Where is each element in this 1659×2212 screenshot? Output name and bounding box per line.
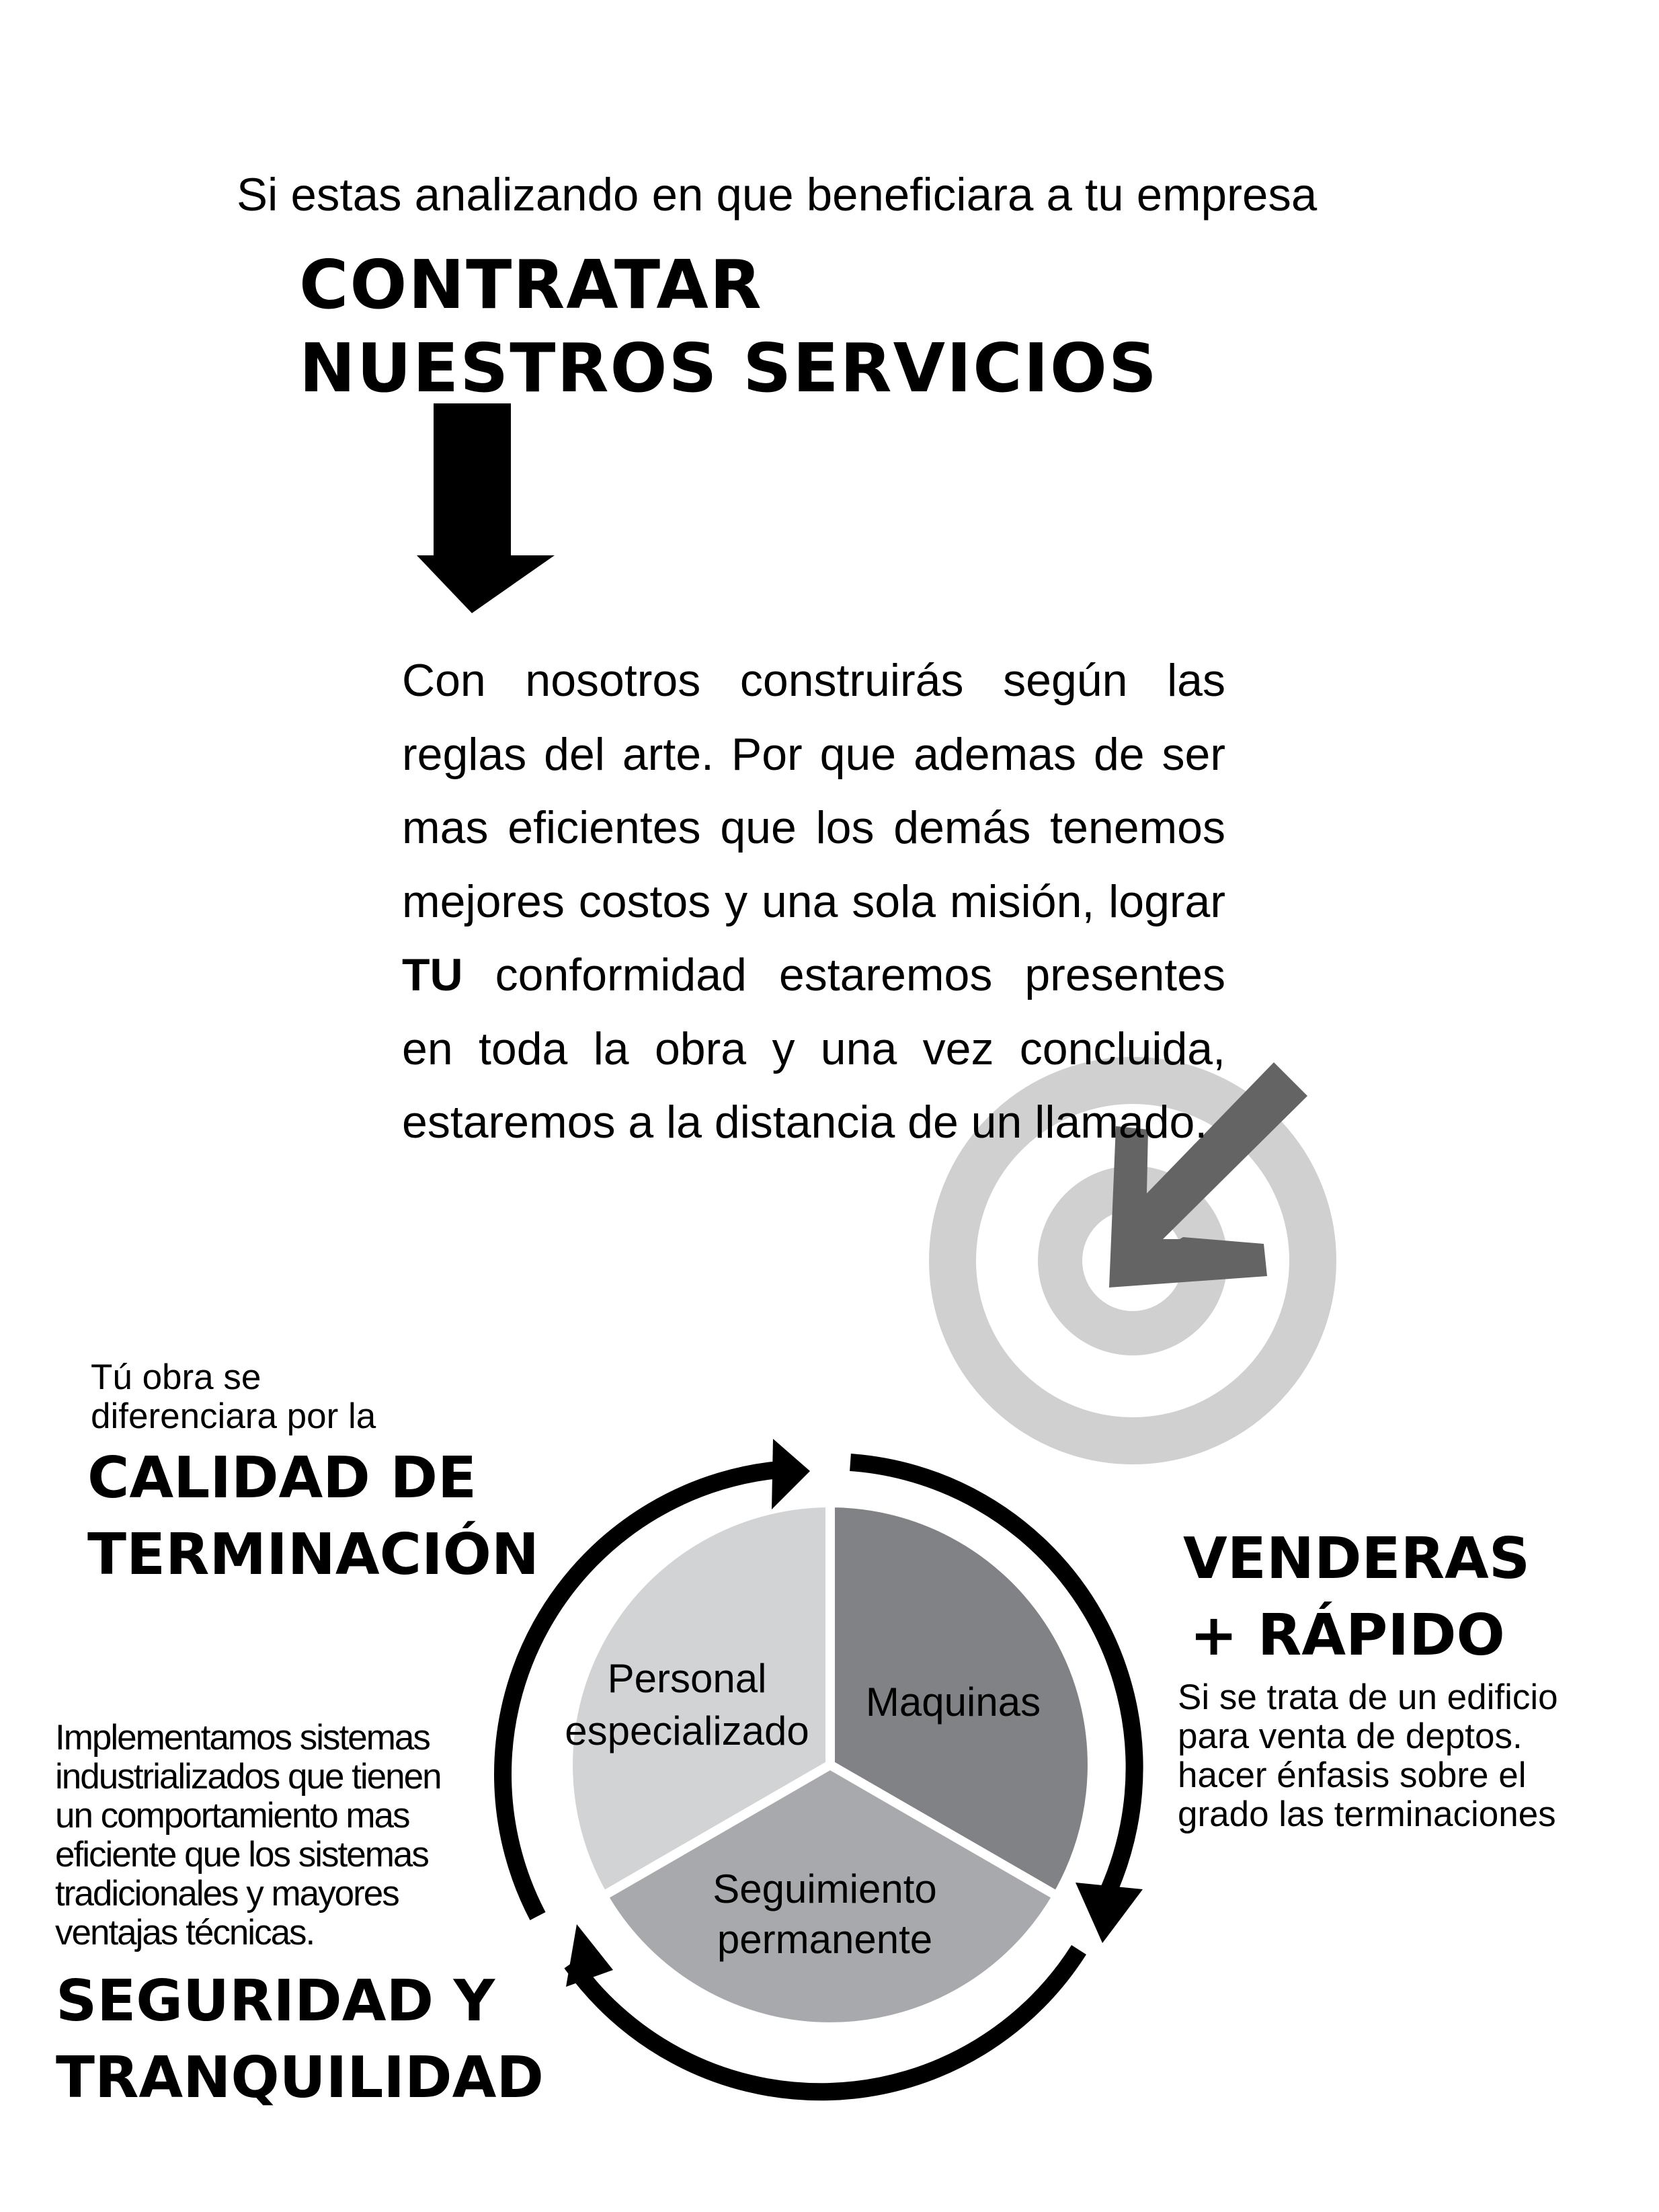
headline-line-2: NUESTROS SERVICIOS (299, 329, 1158, 407)
calidad-intro-line-2: diferenciara por la (91, 1396, 376, 1436)
venderas-desc-line: hacer énfasis sobre el (1178, 1755, 1527, 1795)
arrowhead-left-icon (566, 1924, 613, 1987)
venderas-title-line-2: + RÁPIDO (1190, 1602, 1505, 1669)
body-emphasis: TU (402, 949, 463, 1000)
seguridad-desc-line: tradicionales y mayores (55, 1874, 399, 1913)
seguridad-desc-line: un comportamiento mas (55, 1796, 409, 1835)
headline-line-1: CONTRATAR (299, 245, 763, 324)
intro-text: Si estas analizando en que beneficiara a tu empresa (237, 169, 1318, 221)
venderas-desc-line: Si se trata de un edificio (1178, 1677, 1558, 1717)
body-part-2: conformidad estaremos presentes en toda la obra y una vez concluida, estaremos a la distancia de un llamado. (402, 949, 1225, 1148)
segment-label-personal-1: Personal (607, 1656, 767, 1701)
seguridad-title-line-1: SEGURIDAD Y (56, 1968, 495, 2035)
venderas-title-line-1: VENDERAS (1183, 1526, 1531, 1592)
seguridad-title-line-2: TRANQUILIDAD (56, 2045, 544, 2111)
arrowhead-right-icon (1076, 1883, 1143, 1943)
calidad-title-line-1: CALIDAD DE (87, 1445, 477, 1511)
seguridad-desc-line: ventajas técnicas. (55, 1913, 315, 1952)
segment-label-personal-2: especializado (565, 1708, 809, 1753)
arrowhead-top-icon (772, 1439, 810, 1509)
seguridad-desc-line: eficiente que los sistemas (55, 1835, 428, 1874)
seguridad-desc-line: Implementamos sistemas (55, 1718, 430, 1757)
venderas-desc-line: grado las terminaciones (1178, 1794, 1556, 1834)
segment-label-maquinas: Maquinas (865, 1680, 1041, 1725)
body-part-1: Con nosotros construirás según las reglas del arte. Por que ademas de ser mas eficientes que los demás tenemos mejores costos y una sola misión, lograr (402, 655, 1225, 927)
body-paragraph (402, 644, 1225, 1160)
calidad-intro-line-1: Tú obra se (91, 1357, 261, 1397)
cycle-pie (565, 1503, 1092, 2027)
seguridad-desc-line: industrializados que tienen (55, 1757, 441, 1796)
segment-label-seguimiento-2: permanente (717, 1917, 933, 1962)
venderas-desc-line: para venta de deptos. (1178, 1716, 1523, 1756)
segment-label-seguimiento-1: Seguimiento (713, 1866, 937, 1911)
calidad-title-line-2: TERMINACIÓN (87, 1522, 540, 1588)
